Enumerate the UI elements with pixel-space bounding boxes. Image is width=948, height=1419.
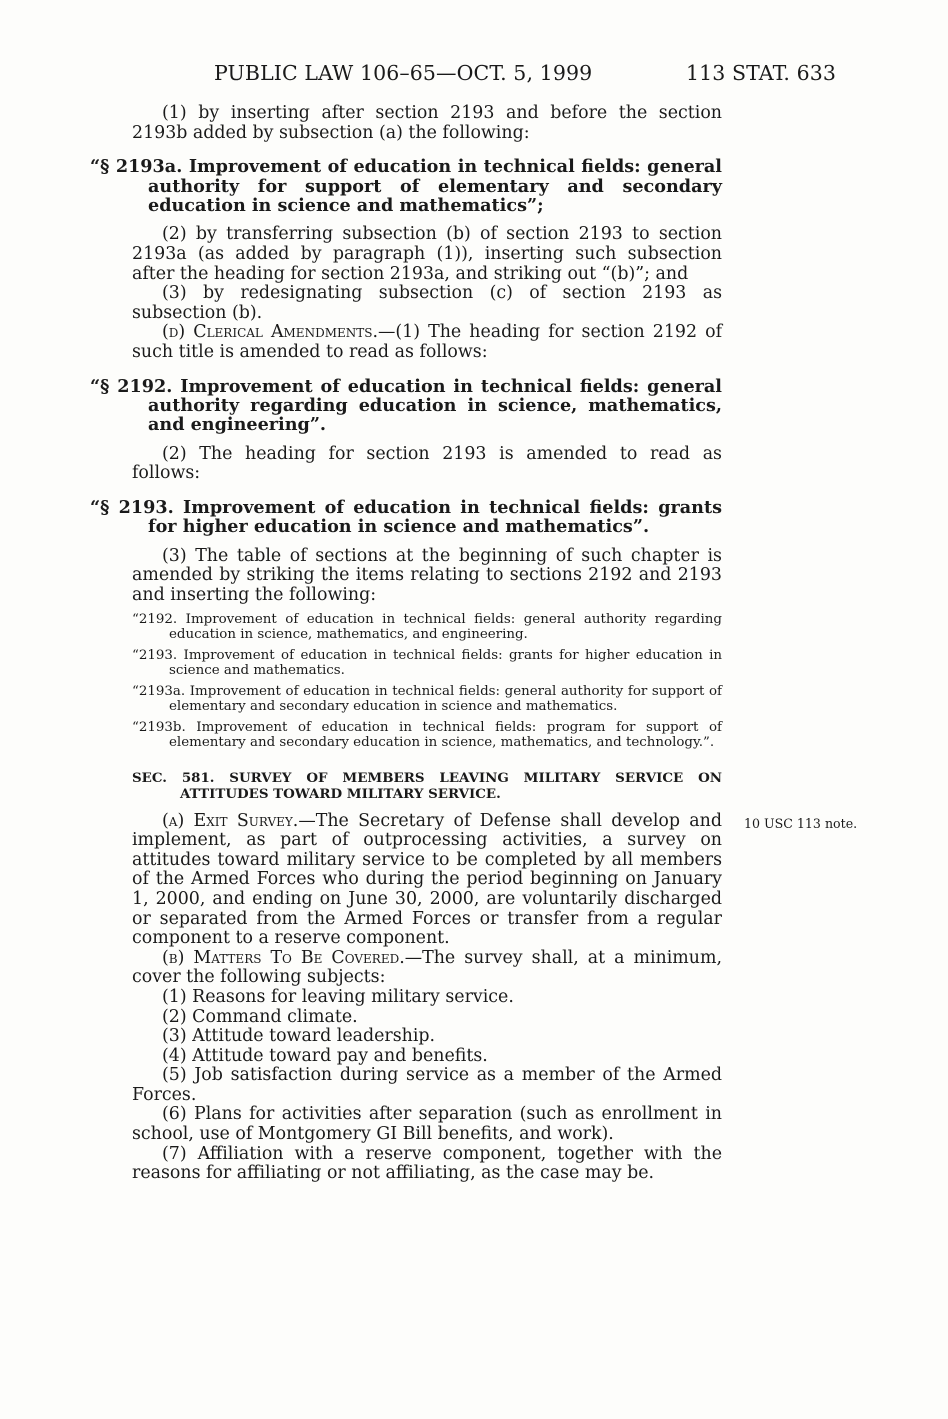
paragraph-4: (2) The heading for section 2193 is amended to read as follows: bbox=[132, 443, 722, 484]
subsection-b bbox=[132, 949, 722, 988]
document-body bbox=[90, 103, 723, 1184]
list-item: (2) Command climate. bbox=[162, 1006, 358, 1027]
subsection-a-text: —The Secretary of Defense shall develop and implement, as part of outprocessing activities, a survey on attitudes toward military service to be completed by all members of the Armed Forces who during the period beginning on January 1, 2000, and ending on June 30, 2000, are voluntarily discharged or separated from the Armed Forces or transfer from a regular component to a reserve component. bbox=[132, 810, 722, 949]
paragraph-5: (3) The table of sections at the beginning of such chapter is amended by striking the items relating to sections 2192 and 2193 and inserting the following: bbox=[132, 545, 722, 605]
subsection-d-label: (d) Clerical Amendments. bbox=[162, 322, 378, 343]
margin-note: 10 USC 113 note. bbox=[744, 816, 858, 831]
list-item: (5) Job satisfaction during service as a member of the Armed Forces. bbox=[132, 1065, 722, 1105]
statute-page: 113 STAT. 633 bbox=[685, 61, 836, 85]
toc-item: “2192. Improvement of education in technical fields: general authority regarding education in science, mathematics, and engineering. bbox=[132, 611, 722, 642]
toc-item: “2193a. Improvement of education in technical fields: general authority for support of elementary and secondary education in science and mathematics. bbox=[132, 683, 722, 714]
page-header bbox=[132, 58, 836, 88]
subsection-b-label: (b) Matters To Be Covered. bbox=[162, 947, 405, 968]
subsection-d-text: —(1) The heading for section 2192 of such title is amended to read as follows: bbox=[132, 322, 723, 362]
section-heading-2192: “§ 2192. Improvement of education in technical fields: general authority regarding education in science, mathematics, and engineering”. bbox=[90, 375, 722, 436]
subsection-a bbox=[132, 812, 722, 949]
law-title: PUBLIC LAW 106–65—OCT. 5, 1999 bbox=[214, 61, 593, 85]
section-heading-2193a: “§ 2193a. Improvement of education in technical fields: general authority for support of elementary and secondary education in science and mathematics”; bbox=[90, 156, 722, 216]
paragraph-1: (1) by inserting after section 2193 and before the section 2193b added by subsection (a) the following: bbox=[132, 103, 722, 143]
list-item: (3) Attitude toward leadership. bbox=[162, 1026, 436, 1047]
list-item: (4) Attitude toward pay and benefits. bbox=[162, 1045, 488, 1066]
paragraph-3: (3) by redesignating subsection (c) of section 2193 as subsection (b). bbox=[132, 283, 722, 323]
list-item: (6) Plans for activities after separation (such as enrollment in school, use of Montgomery GI Bill benefits, and work). bbox=[132, 1104, 722, 1145]
table-of-sections bbox=[132, 612, 722, 750]
list-item: (7) Affiliation with a reserve component, together with the reasons for affiliating or not affiliating, as the case may be. bbox=[132, 1143, 722, 1184]
list-item: (1) Reasons for leaving military service. bbox=[162, 986, 514, 1007]
section-heading-2193: “§ 2193. Improvement of education in technical fields: grants for higher education in science and mathematics”. bbox=[90, 496, 722, 538]
subsection-b-text: —The survey shall, at a minimum, cover the following subjects: bbox=[132, 947, 722, 988]
subsection-a-label: (a) Exit Survey. bbox=[162, 810, 299, 831]
subsection-d bbox=[132, 323, 722, 362]
toc-item: “2193b. Improvement of education in technical fields: program for support of elementary and secondary education in science, mathematics, and technology.”. bbox=[132, 719, 722, 750]
toc-item: “2193. Improvement of education in technical fields: grants for higher education in science and mathematics. bbox=[132, 647, 722, 678]
paragraph-2: (2) by transferring subsection (b) of section 2193 to section 2193a (as added by paragraph (1)), inserting such subsection after the heading for section 2193a, and striking out “(b)”; and bbox=[132, 224, 722, 284]
section-581-heading: SEC. 581. SURVEY OF MEMBERS LEAVING MILITARY SERVICE ON ATTITUDES TOWARD MILITARY SERVICE. bbox=[132, 769, 722, 802]
